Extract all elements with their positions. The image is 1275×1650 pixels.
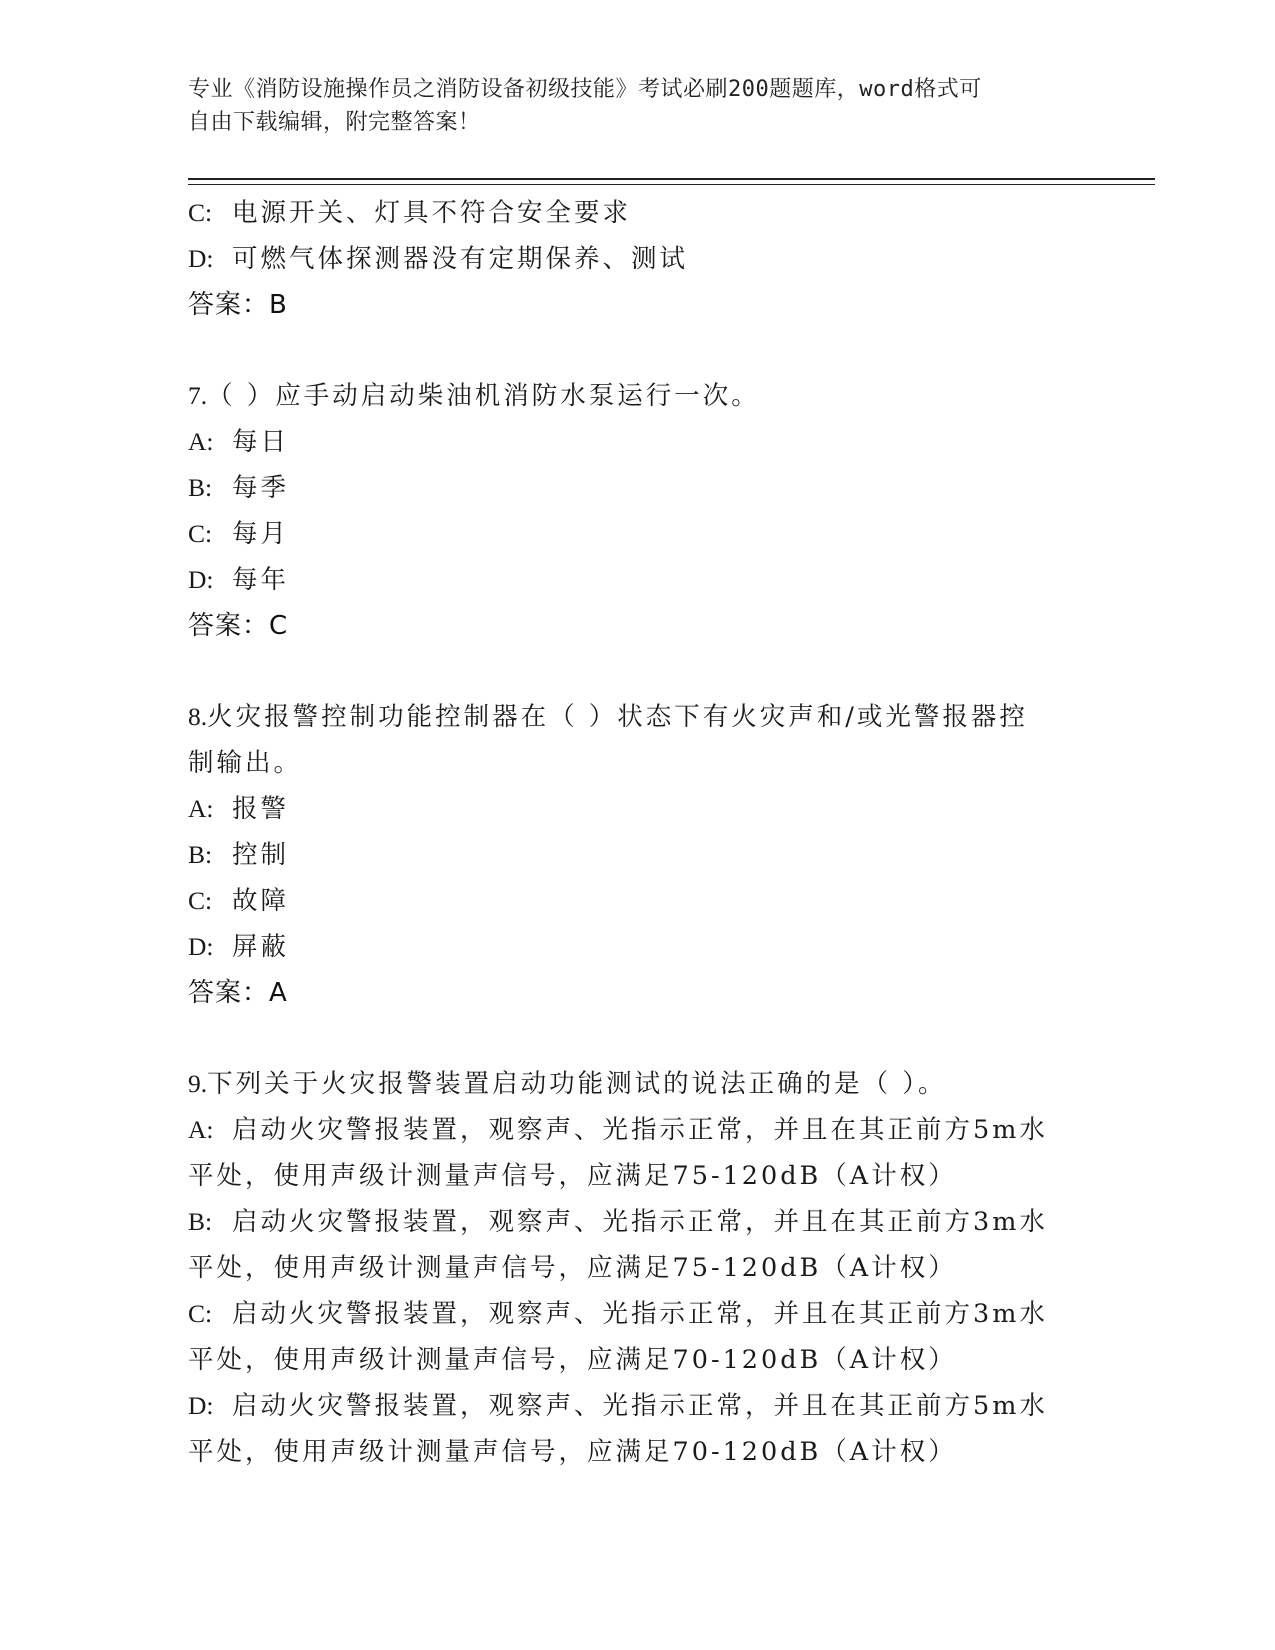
option-label: C: [188,198,213,227]
option-a [188,786,1088,832]
option-a [188,1107,1088,1153]
option-text: 启动火灾警报装置，观察声、光指示正常，并且在其正前方3m水 [232,1299,1048,1329]
header-rule-thick [188,178,1155,180]
option-d [188,1383,1088,1429]
spacer [188,1016,1088,1061]
option-text: 每季 [232,473,290,503]
option-text: 启动火灾警报装置，观察声、光指示正常，并且在其正前方5m水 [232,1391,1048,1421]
option-label: D: [188,1391,214,1420]
option-d-continued: 平处，使用声级计测量声信号，应满足70-120dB（A计权） [188,1437,957,1467]
question-text: （ ）应手动启动柴油机消防水泵运行一次。 [207,381,760,411]
header-line-2: 自由下载编辑，附完整答案！ [188,110,481,135]
option-b [188,832,1088,878]
option-label: C: [188,519,213,548]
question-text: 下列关于火灾报警装置启动功能测试的说法正确的是（ ）。 [207,1069,947,1099]
question-9-stem [188,1061,1088,1107]
option-text: 每年 [232,565,290,595]
answer-line: 答案：B [188,290,288,320]
question-text: 火灾报警控制功能控制器在（ ）状态下有火灾声和/或光警报器控 [207,702,1028,732]
option-text: 可燃气体探测器没有定期保养、测试 [232,244,689,274]
option-c [188,511,1088,557]
option-label: A: [188,1115,214,1144]
option-text: 每月 [232,519,290,549]
option-text: 启动火灾警报装置，观察声、光指示正常，并且在其正前方3m水 [232,1207,1048,1237]
option-b-continued: 平处，使用声级计测量声信号，应满足75-120dB（A计权） [188,1253,957,1283]
header-rule-thin [188,184,1155,185]
option-c [188,878,1088,924]
option-a-continued: 平处，使用声级计测量声信号，应满足75-120dB（A计权） [188,1161,957,1191]
option-c-continued: 平处，使用声级计测量声信号，应满足70-120dB（A计权） [188,1345,957,1375]
option-d [188,236,1088,282]
option-b [188,1199,1088,1245]
option-label: D: [188,565,214,594]
question-8-stem-continued: 制输出。 [188,748,303,778]
question-number: 9. [188,1069,208,1098]
option-c [188,1291,1088,1337]
header-line-1: 专业《消防设施操作员之消防设备初级技能》考试必刷200题题库，word格式可 [188,77,982,102]
answer-line: 答案：C [188,611,289,641]
spacer [188,328,1088,373]
option-label: B: [188,473,213,502]
answer-line: 答案：A [188,978,288,1008]
option-c [188,190,1088,236]
option-a [188,419,1088,465]
option-label: A: [188,794,214,823]
option-text: 每日 [232,427,290,457]
option-text: 屏蔽 [232,932,290,962]
question-8-stem [188,694,1088,740]
option-text: 启动火灾警报装置，观察声、光指示正常，并且在其正前方5m水 [232,1115,1048,1145]
option-b [188,465,1088,511]
option-d [188,557,1088,603]
option-text: 故障 [232,886,290,916]
question-content [188,190,1088,1475]
option-d [188,924,1088,970]
option-label: B: [188,840,213,869]
option-label: D: [188,244,214,273]
document-header [188,73,1068,139]
option-label: C: [188,886,213,915]
option-label: B: [188,1207,213,1236]
question-7-stem [188,373,1088,419]
option-label: A: [188,427,214,456]
spacer [188,649,1088,694]
option-label: D: [188,932,214,961]
question-number: 7. [188,381,208,410]
option-text: 控制 [232,840,290,870]
question-number: 8. [188,702,208,731]
option-text: 报警 [232,794,290,824]
option-text: 电源开关、灯具不符合安全要求 [232,198,632,228]
option-label: C: [188,1299,213,1328]
